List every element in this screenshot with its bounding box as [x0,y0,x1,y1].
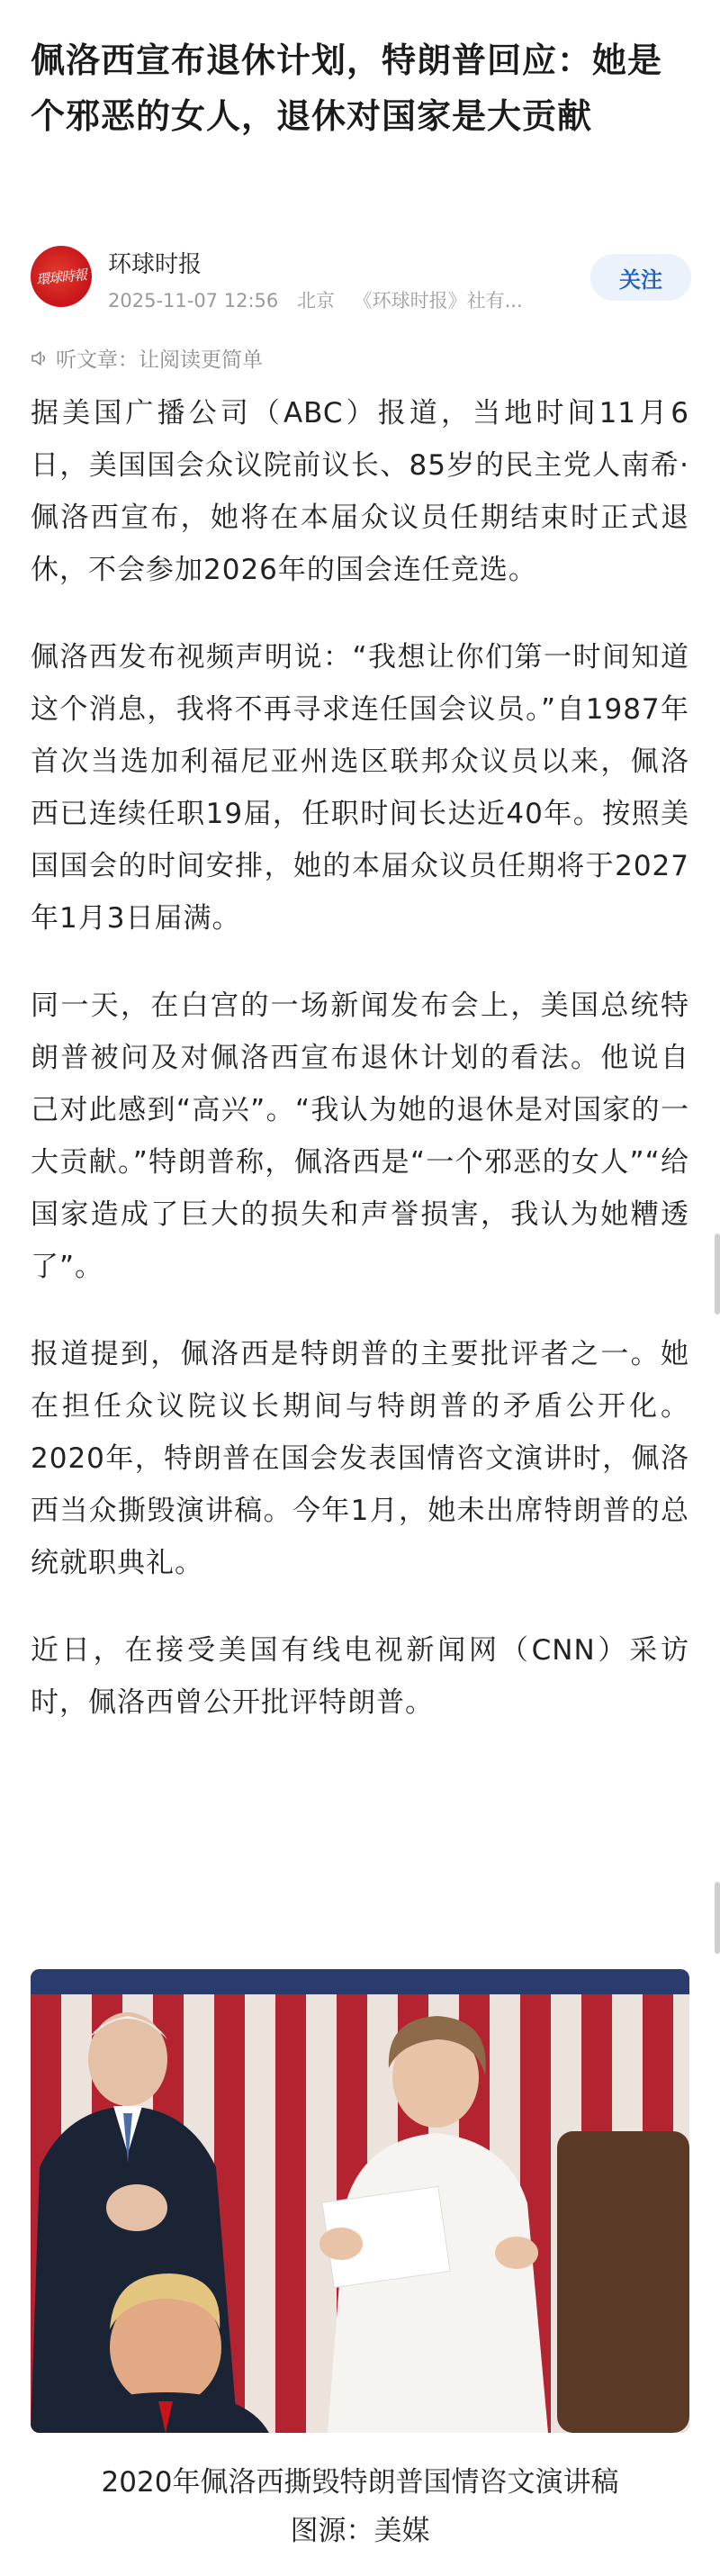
article-body [31,387,689,1764]
source-credit: 《环球时报》社有... [353,290,523,312]
caption-credit: 图源：美媒 [290,2515,430,2547]
speaker-icon [31,349,49,367]
article-title: 佩洛西宣布退休计划，特朗普回应：她是个邪恶的女人，退休对国家是大贡献 [31,41,663,136]
photo-people [31,1969,689,2433]
caption-text: 2020年佩洛西撕毁特朗普国情咨文演讲稿 [101,2466,619,2499]
scrollbar-thumb[interactable] [715,1234,720,1315]
paragraph: 据美国广播公司（ABC）报道，当地时间11月6日，美国国会众议院前议长、85岁的民主党人南希·佩洛西宣布，她将在本届众议员任期结束时正式退休，不会参加2026年的国会连任竞选。 [31,397,689,586]
listen-article-button[interactable] [31,343,263,373]
publish-timestamp: 2025-11-07 12:56 [108,290,279,312]
photo-caption [31,2458,689,2555]
follow-button[interactable]: 关注 [590,254,691,301]
scrollbar-thumb[interactable] [715,1882,720,1954]
article-photo[interactable] [31,1969,689,2433]
paragraph: 佩洛西发布视频声明说：“我想让你们第一时间知道这个消息，我将不再寻求连任国会议员。”自1987年首次当选加利福尼亚州选区联邦众议员以来，佩洛西已连续任职19届，任职时间长达近40年。按照美国国会的时间安排，她的本届众议员任期将于2027年1月3日届满。 [31,641,689,935]
source-name[interactable]: 环球时报 [108,251,202,278]
paragraph: 报道提到，佩洛西是特朗普的主要批评者之一。她在担任众议院议长期间与特朗普的矛盾公开化。2020年，特朗普在国会发表国情咨文演讲时，佩洛西当众撕毁演讲稿。今年1月，她未出席特朗普的总统就职典礼。 [31,1338,689,1579]
article-meta [108,286,558,313]
paragraph: 同一天，在白宫的一场新闻发布会上，美国总统特朗普被问及对佩洛西宣布退休计划的看法。他说自己对此感到“高兴”。“我认为她的退休是对国家的一大贡献。”特朗普称，佩洛西是“一个邪恶的女人”“给国家造成了巨大的损失和声誉损害，我认为她糟透了”。 [31,990,689,1283]
source-logo: 環球時報 [35,266,87,288]
listen-label: 听文章：让阅读更简单 [56,348,263,372]
source-avatar[interactable] [31,246,92,307]
paragraph: 近日，在接受美国有线电视新闻网（CNN）采访时，佩洛西曾公开批评特朗普。 [31,1634,689,1719]
publish-location: 北京 [296,290,335,312]
